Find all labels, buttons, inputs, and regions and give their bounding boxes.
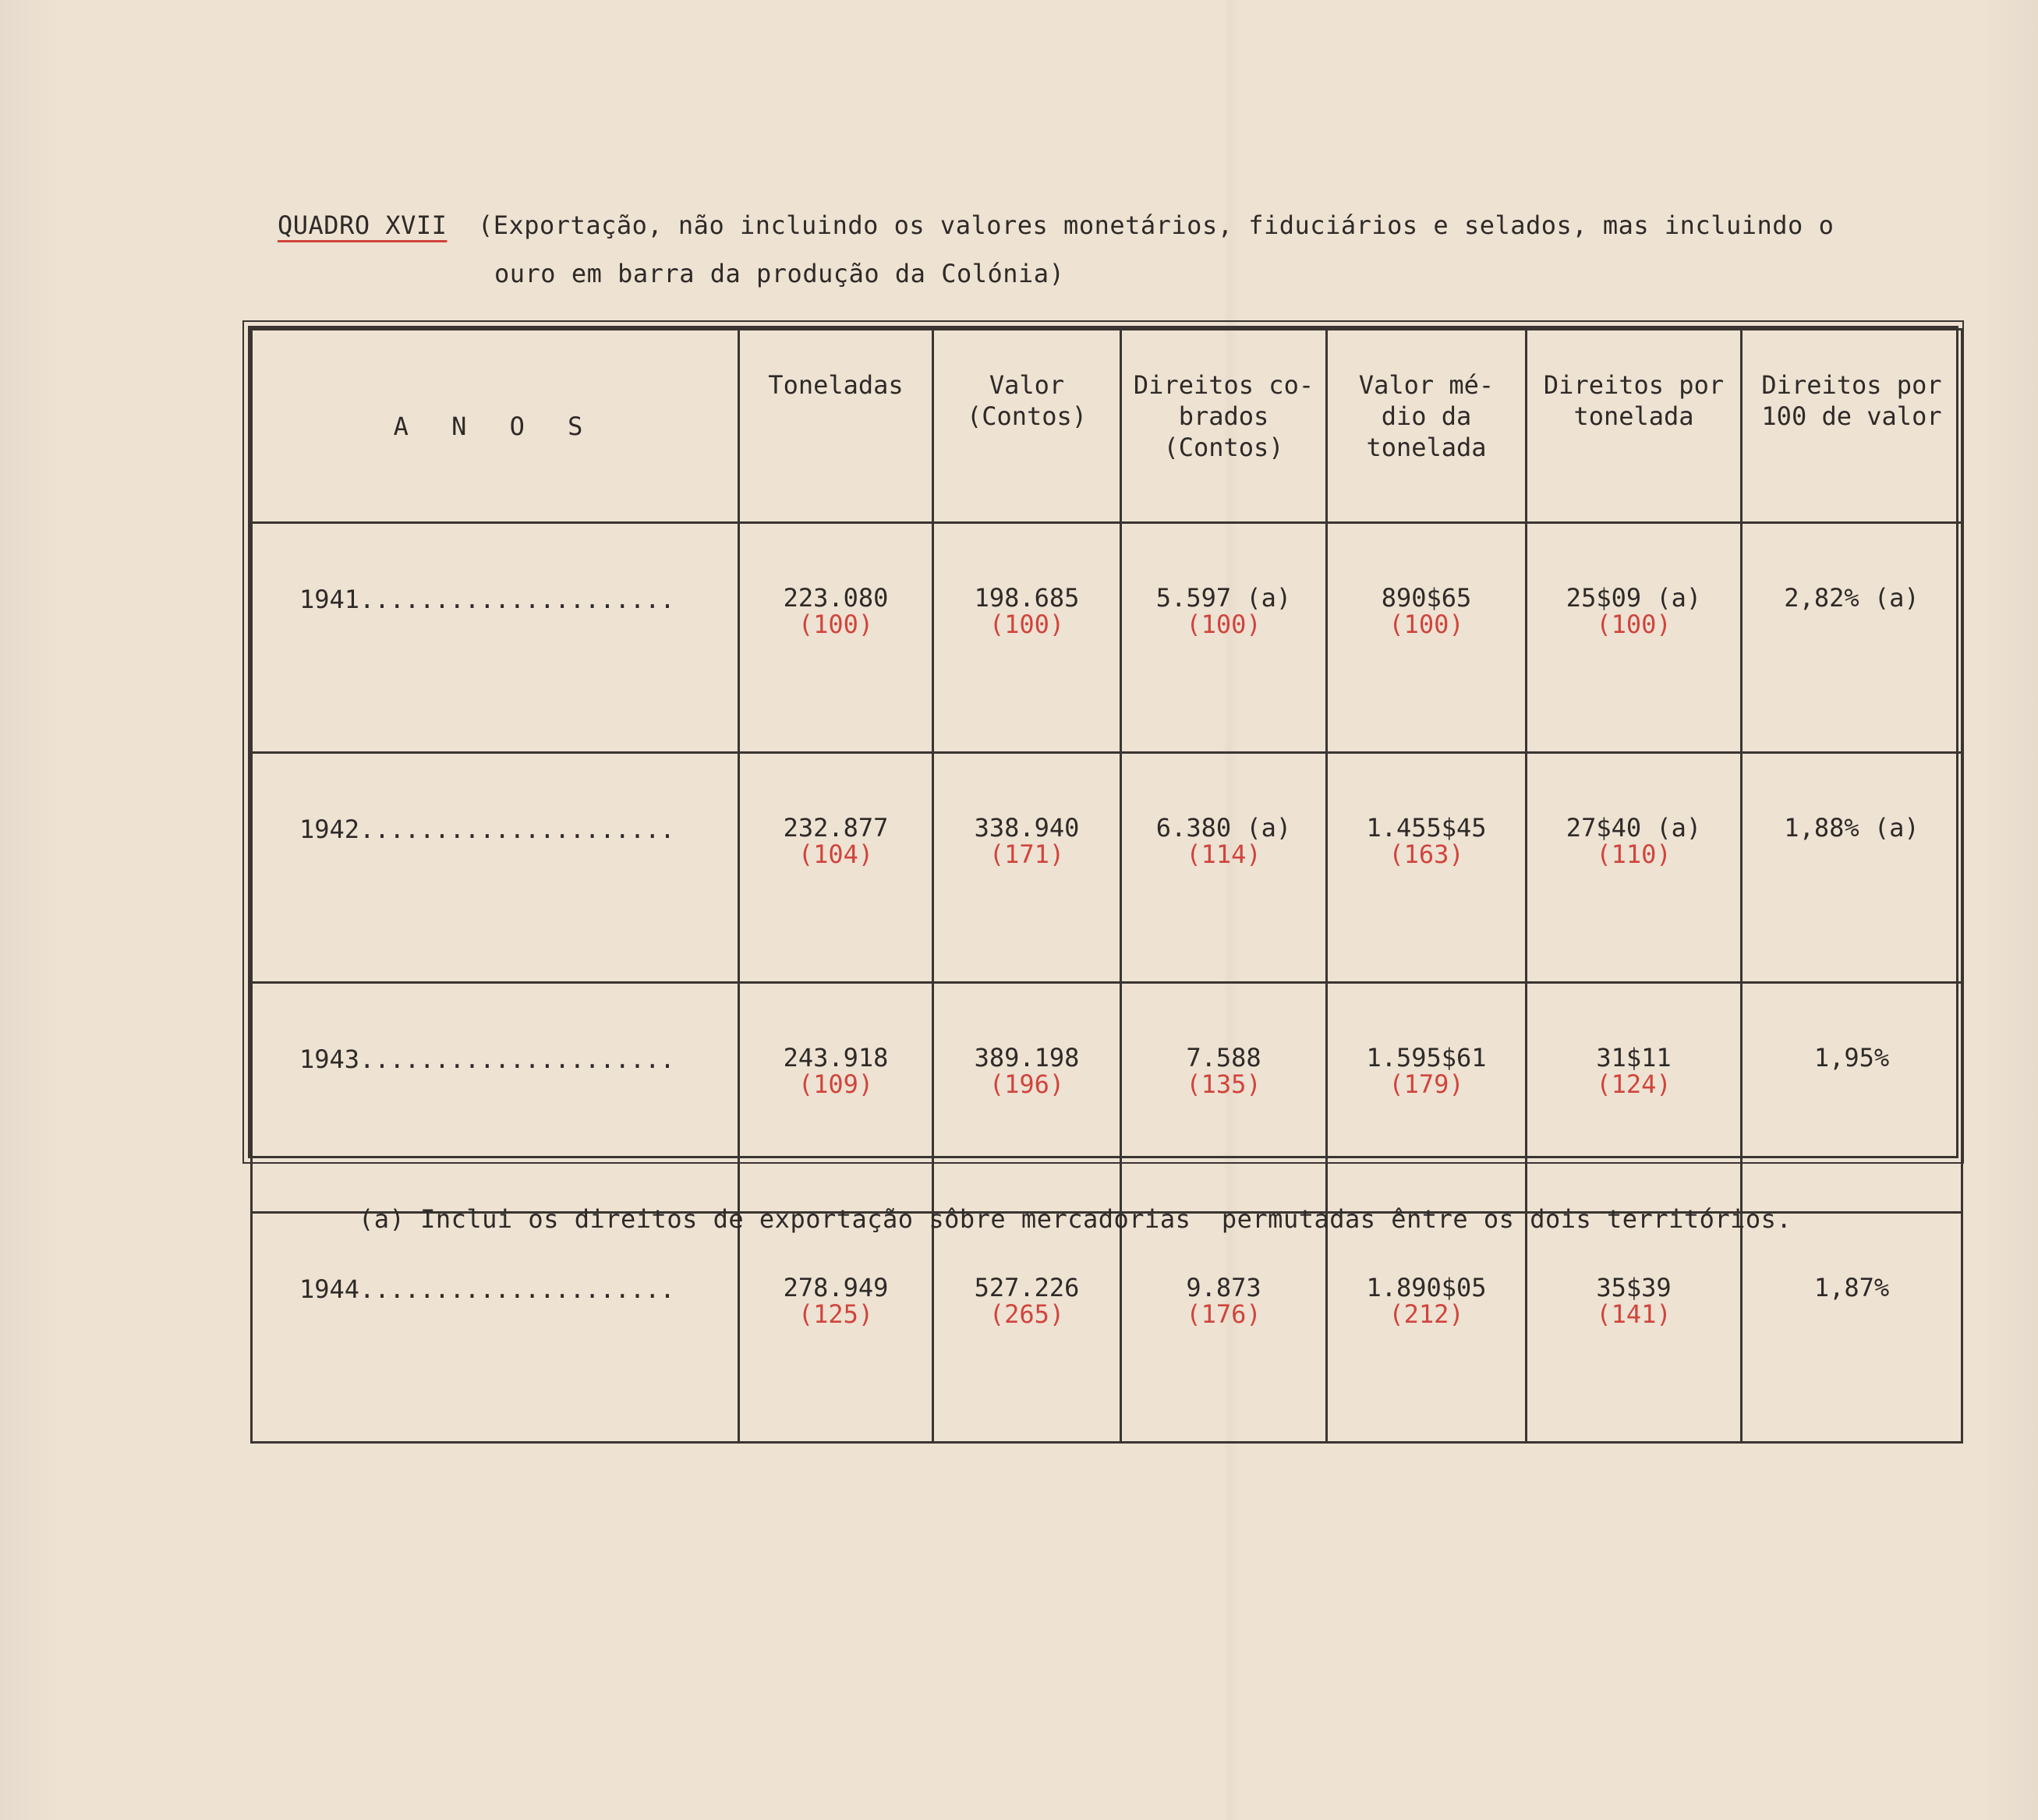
column-header-anos: A N O S: [252, 330, 739, 523]
cell-value: 35$39: [1596, 1273, 1672, 1302]
data-cell: [1742, 1213, 1962, 1443]
cell-value: 1.455$45: [1366, 813, 1487, 843]
cell-index: (100): [989, 610, 1065, 639]
table-row: [252, 753, 1962, 983]
year-cell: 1942.....................: [252, 753, 739, 983]
cell-value: 1,88% (a): [1784, 813, 1919, 843]
footnote: (a) Inclui os direitos de exportação sôbre mercadorias permutadas êntre os dois territórios.: [359, 1204, 1792, 1234]
cell-index: (212): [1389, 1299, 1464, 1329]
data-cell: [739, 523, 933, 753]
table-reference: QUADRO XVII: [278, 210, 448, 240]
column-header: Toneladas: [739, 330, 933, 523]
cell-value: 890$65: [1381, 583, 1472, 613]
cell-value: 338.940: [974, 813, 1080, 843]
data-cell: [1527, 523, 1742, 753]
table-body: [252, 523, 1962, 1443]
data-cell: [1121, 1213, 1327, 1443]
data-cell: [933, 1213, 1121, 1443]
heading-line-2: ouro em barra da produção da Colónia): [494, 259, 1065, 288]
data-cell: [1327, 983, 1527, 1213]
cell-index: (163): [1389, 839, 1464, 869]
data-cell: [1742, 753, 1962, 983]
table-row: [252, 1213, 1962, 1443]
column-header: Direitos co- brados (Contos): [1121, 330, 1327, 523]
column-header: Valor mé- dio da tonelada: [1327, 330, 1527, 523]
cell-index: (100): [1186, 610, 1261, 639]
table-row: [252, 983, 1962, 1213]
cell-value: 243.918: [783, 1043, 889, 1073]
cell-value: 527.226: [974, 1273, 1080, 1302]
cell-index: (100): [798, 610, 874, 639]
data-cell: [1742, 523, 1962, 753]
cell-value: 7.588: [1186, 1043, 1261, 1073]
cell-index: (265): [989, 1299, 1065, 1329]
data-cell: [1527, 1213, 1742, 1443]
cell-index: (104): [798, 839, 874, 869]
data-cell: [1121, 983, 1327, 1213]
data-cell: [1121, 523, 1327, 753]
cell-value: 25$09 (a): [1566, 583, 1702, 613]
cell-index: (100): [1596, 610, 1672, 639]
data-cell: [1121, 753, 1327, 983]
cell-value: 6.380 (a): [1155, 813, 1292, 843]
data-cell: [1527, 983, 1742, 1213]
cell-value: 223.080: [783, 583, 889, 613]
column-header: Direitos por 100 de valor: [1742, 330, 1962, 523]
cell-value: 1.890$05: [1366, 1273, 1487, 1302]
heading-line-1: [278, 201, 1915, 249]
data-cell: [933, 983, 1121, 1213]
cell-value: 1.595$61: [1366, 1043, 1487, 1073]
cell-index: (124): [1596, 1069, 1672, 1099]
header-row: [252, 330, 1962, 523]
data-table: [250, 328, 1963, 1444]
data-cell: [739, 983, 933, 1213]
cell-index: (171): [989, 839, 1065, 869]
data-cell: [739, 1213, 933, 1443]
data-cell: [933, 753, 1121, 983]
table-heading: [278, 201, 1915, 298]
data-cell: [933, 523, 1121, 753]
year-cell: 1944.....................: [252, 1213, 739, 1443]
data-cell: [1742, 983, 1962, 1213]
cell-index: (125): [798, 1299, 874, 1329]
year-cell: 1943.....................: [252, 983, 739, 1213]
cell-value: 1,87%: [1813, 1273, 1890, 1302]
cell-index: (179): [1389, 1069, 1464, 1099]
heading-text-1: (Exportação, não incluindo os valores monetários, fiduciários e selados, mas incluindo o: [447, 210, 1835, 240]
cell-index: (196): [989, 1069, 1065, 1099]
cell-index: (141): [1596, 1299, 1672, 1329]
cell-index: (176): [1186, 1299, 1261, 1329]
cell-value: 27$40 (a): [1566, 813, 1702, 843]
year-cell: 1941.....................: [252, 523, 739, 753]
cell-value: 389.198: [974, 1043, 1080, 1073]
cell-index: (114): [1186, 839, 1261, 869]
column-header: Direitos por tonelada: [1527, 330, 1742, 523]
cell-index: (100): [1389, 610, 1464, 639]
data-cell: [1327, 753, 1527, 983]
cell-index: (110): [1596, 839, 1672, 869]
cell-value: 5.597 (a): [1155, 583, 1292, 613]
cell-value: 198.685: [974, 583, 1080, 613]
cell-value: 278.949: [783, 1273, 889, 1302]
column-header: Valor (Contos): [933, 330, 1121, 523]
cell-index: (109): [798, 1069, 874, 1099]
data-cell: [1327, 1213, 1527, 1443]
data-cell: [1527, 753, 1742, 983]
cell-value: 1,95%: [1813, 1043, 1890, 1073]
cell-value: 9.873: [1186, 1273, 1261, 1302]
cell-value: 232.877: [783, 813, 889, 843]
cell-value: 31$11: [1596, 1043, 1672, 1073]
cell-value: 2,82% (a): [1784, 583, 1919, 613]
cell-index: (135): [1186, 1069, 1261, 1099]
data-cell: [1327, 523, 1527, 753]
data-cell: [739, 753, 933, 983]
table-row: [252, 523, 1962, 753]
